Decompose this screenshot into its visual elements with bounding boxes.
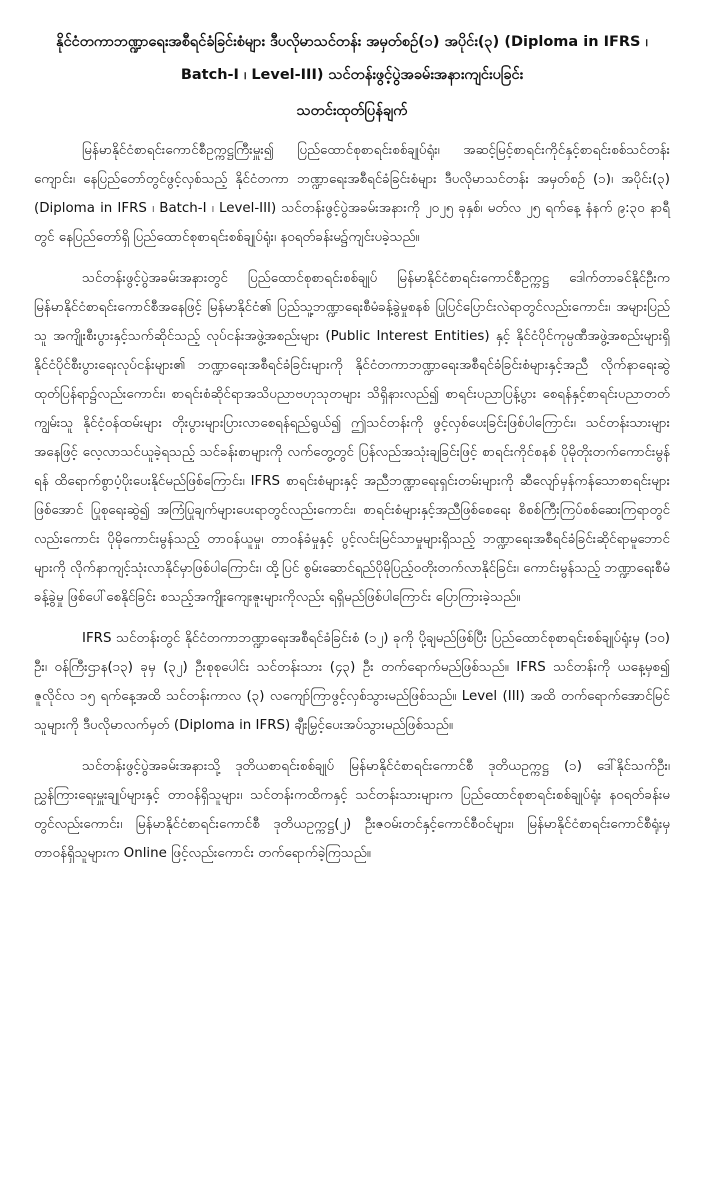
document-subtitle: သတင်းထုတ်ပြန်ချက် — [296, 103, 408, 119]
document-title: နိုင်ငံတကာဘဏ္ဍာရေးအစီရင်ခံခြင်းစံများ ဒီပလိုမာသင်တန်း အမှတ်စဉ်(၁) အပိုင်း(၃) (Diploma in IFRS ၊ Batch-I ၊ Level-III) သင်တန်းဖွင့်ပွဲအခမ်းအနားကျင်းပခြင်း — [56, 34, 648, 83]
paragraph-4: သင်တန်းဖွင့်ပွဲအခမ်းအနားသို့ ဒုတိယစာရင်းစစ်ချုပ် မြန်မာနိုင်ငံစာရင်းကောင်စီ ဒုတိယဥက္ကဋ္ဌ (၁) ဒေါ်နိုင်သက်ဦး၊ ညွှန်ကြားရေးမှူးချုပ်များနှင့် တာဝန်ရှိသူများ၊ သင်တန်းကထိကနှင့် သင်တန်းသားများက ပြည်ထောင်စုစာရင်းစစ်ချုပ်ရုံး နဝရတ်ခန်းမတွင်လည်းကောင်း၊ မြန်မာနိုင်ငံစာရင်းကောင်စီ ဒုတိယဥက္ကဋ္ဌ(၂) ဦးဇဝမ်းတင်နှင့်ကောင်စီဝင်များ၊ မြန်မာနိုင်ငံစာရင်းကောင်စီရုံးမှ တာဝန်ရှိသူများက Online ဖြင့်လည်းကောင်း တက်ရောက်ခဲ့ကြသည်။ — [34, 759, 670, 861]
paragraph-2: သင်တန်းဖွင့်ပွဲအခမ်းအနားတွင် ပြည်ထောင်စုစာရင်းစစ်ချုပ် မြန်မာနိုင်ငံစာရင်းကောင်စီဥက္ကဋ္ဌ ဒေါက်တာခင်နိုင်ဦးက မြန်မာနိုင်ငံစာရင်းကောင်စီအနေဖြင့် မြန်မာနိုင်ငံ၏ ပြည်သူ့ဘဏ္ဍာရေးစီမံခန့်ခွဲမှုစနစ် ပြုပြင်ပြောင်းလဲရာတွင်လည်းကောင်း၊ အများပြည်သူ အကျိုးစီးပွားနှင့်သက်ဆိုင်သည့် လုပ်ငန်းအဖွဲ့အစည်းများ (Public Interest Entities) နှင့် နိုင်ငံပိုင်ကုမ္ပဏီအဖွဲ့အစည်းများရှိ နိုင်ငံပိုင်စီးပွားရေးလုပ်ငန်းများ၏ ဘဏ္ဍာရေးအစီရင်ခံခြင်းများကို နိုင်ငံတကာဘဏ္ဍာရေးအစီရင်ခံခြင်းစံများနှင့်အညီ လိုက်နာရေးဆွဲထုတ်ပြန်ရာ၌လည်းကောင်း၊ စာရင်းစံဆိုင်ရာအသိပညာဗဟုသုတများ သိရှိနားလည်၍ စာရင်းပညာပြန့်ပွား စေရန်နှင့်စာရင်းပညာတတ်ကျွမ်းသူ နိုင်ငံ့ဝန်ထမ်းများ တိုးပွားများပြားလာစေရန်ရည်ရွယ်၍ ဤသင်တန်းကို ဖွင့်လှစ်ပေးခြင်းဖြစ်ပါကြောင်း၊ သင်တန်းသားများအနေဖြင့် လေ့လာသင်ယူခဲ့ရသည့် သင်ခန်းစာများကို လက်တွေ့တွင် ပြန်လည်အသုံးချခြင်းဖြင့် စာရင်းကိုင်စနစ် ပိုမိုတိုးတက်ကောင်းမွန်ရန် ထိရောက်စွာပံ့ပိုးပေးနိုင်မည်ဖြစ်ကြောင်း၊ IFRS စာရင်းစံများနှင့် အညီဘဏ္ဍာရေးရှင်းတမ်းများကို ဆီလျော်မှန်ကန်သောစာရင်းများဖြစ်အောင် ပြုစုရေးဆွဲ၍ အကြံပြုချက်များပေးရာတွင်လည်းကောင်း၊ စာရင်းစံများနှင့်အညီဖြစ်စေရေး စိစစ်ကြီးကြပ်စစ်ဆေးကြရာတွင်လည်းကောင်း ပိုမိုကောင်းမွန်သည့် တာဝန်ယူမှု၊ တာဝန်ခံမှုနှင့် ပွင့်လင်းမြင်သာမှုများရှိသည့် ဘဏ္ဍာရေးအစီရင်ခံခြင်းဆိုင်ရာမူဘောင်များကို လိုက်နာကျင့်သုံးလာနိုင်မှာဖြစ်ပါကြောင်း၊ ထို့ပြင် စွမ်းဆောင်ရည်ပိုမိုပြည့်ဝတိုးတက်လာနိုင်ခြင်း၊ ကောင်းမွန်သည့် ဘဏ္ဍာရေးစီမံခန့်ခွဲမှု ဖြစ်ပေါ်စေနိုင်ခြင်း စသည့်အကျိုးကျေးဇူးများကိုလည်း ရရှိမည်ဖြစ်ပါကြောင်း ပြောကြားခဲ့သည်။ — [34, 271, 670, 605]
paragraph-3: IFRS သင်တန်းတွင် နိုင်ငံတကာဘဏ္ဍာရေးအစီရင်ခံခြင်းစံ (၁၂) ခုကို ပို့ချမည်ဖြစ်ပြီး ပြည်ထောင်စုစာရင်းစစ်ချုပ်ရုံးမှ (၁၀) ဦး၊ ဝန်ကြီးဌာန(၁၃) ခုမှ (၃၂) ဦးစုစုပေါင်း သင်တန်းသား (၄၃) ဦး တက်ရောက်မည်ဖြစ်သည်။ IFRS သင်တန်းကို ယနေ့မှစ၍ ဇူလိုင်လ ၁၅ ရက်နေ့အထိ သင်တန်းကာလ (၃) လကျော်ကြာဖွင့်လှစ်သွားမည်ဖြစ်သည်။ Level (III) အထိ တက်ရောက်အောင်မြင်သူများကို ဒီပလိုမာလက်မှတ် (Diploma in IFRS) ချီးမြှင့်ပေးအပ်သွားမည်ဖြစ်သည်။ — [34, 631, 670, 733]
paragraph-1: မြန်မာနိုင်ငံစာရင်းကောင်စီဥက္ကဋ္ဌကြီးမှူး၍ ပြည်ထောင်စုစာရင်းစစ်ချုပ်ရုံး၊ အဆင့်မြင့်စာရင်းကိုင်နှင့်စာရင်းစစ်သင်တန်းကျောင်း၊ နေပြည်တော်တွင်ဖွင့်လှစ်သည့် နိုင်ငံတကာ ဘဏ္ဍာရေးအစီရင်ခံခြင်းစံများ ဒီပလိုမာသင်တန်း အမှတ်စဉ် (၁)၊ အပိုင်း(၃) (Diploma in IFRS ၊ Batch-I ၊ Level-III) သင်တန်းဖွင့်ပွဲအခမ်းအနားကို ၂၀၂၅ ခုနှစ်၊ မတ်လ ၂၅ ရက်နေ့ နံနက် ၉:၃၀ နာရီတွင် နေပြည်တော်ရှိ ပြည်ထောင်စုစာရင်းစစ်ချုပ်ရုံး၊ နဝရတ်ခန်းမ၌ကျင်းပခဲ့သည်။ — [34, 143, 670, 245]
